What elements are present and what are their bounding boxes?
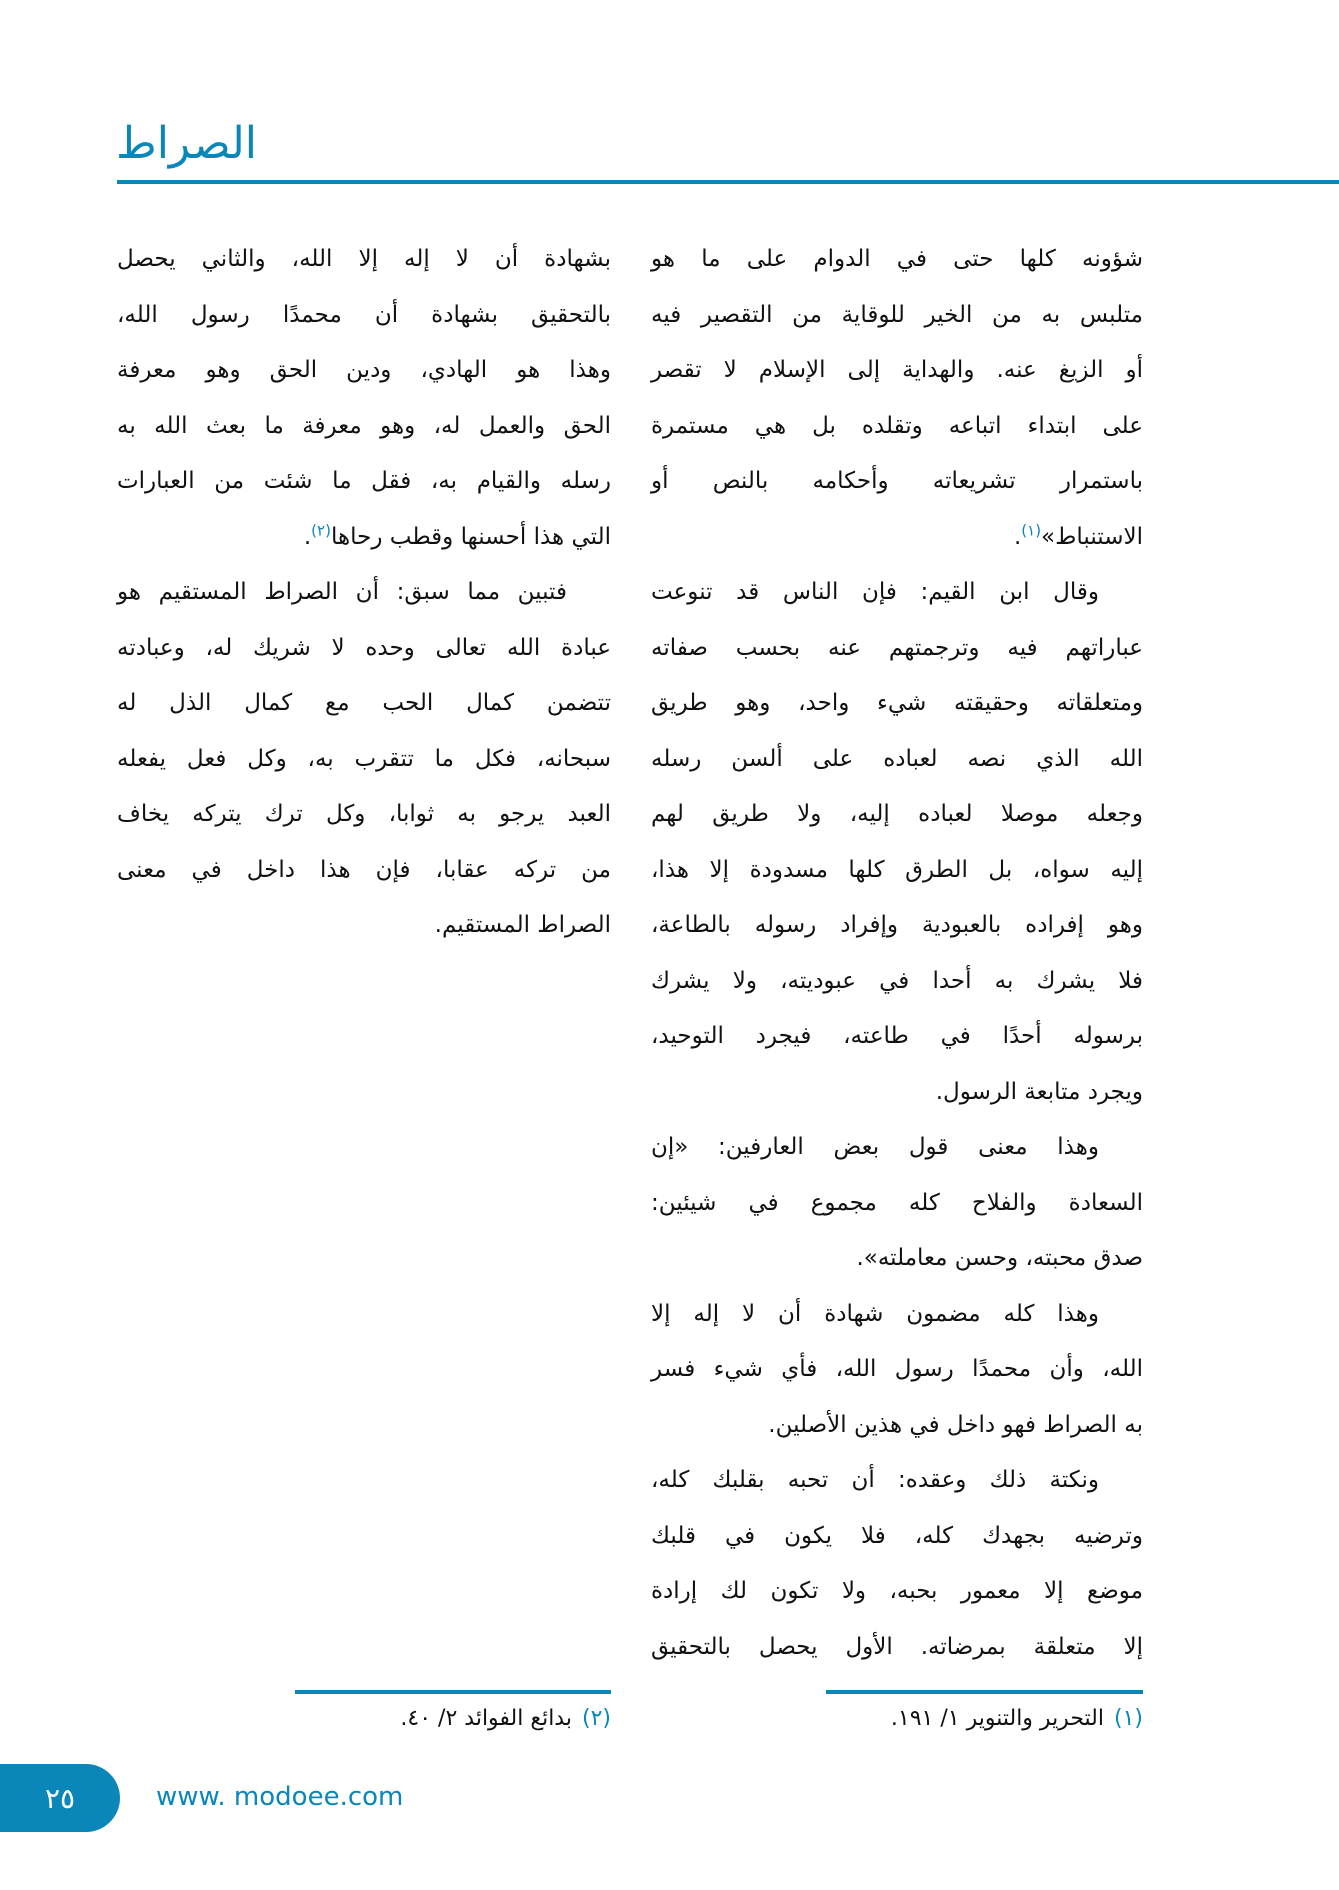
text-line — [651, 1231, 1143, 1287]
line-text: رسله والقيام به، فقل ما شئت من العبارات — [117, 468, 611, 494]
line-text: برسوله أحدًا في طاعته، فيجرد التوحيد، — [651, 1023, 1143, 1049]
text-line — [651, 288, 1143, 344]
line-text: السعادة والفلاح كله مجموع في شيئين: — [651, 1189, 1143, 1216]
line-text: وهو إفراده بالعبودية وإفراد رسوله بالطاعة، — [651, 912, 1143, 938]
text-line — [651, 510, 1143, 566]
text-line — [117, 732, 611, 788]
line-text: سبحانه، فكل ما تتقرب به، وكل فعل يفعله — [117, 745, 611, 772]
line-text: الصراط المستقيم. — [434, 912, 611, 938]
line-text: وقال ابن القيم: فإن الناس قد تنوعت — [651, 579, 1099, 605]
text-line — [117, 510, 611, 566]
line-text: ونكتة ذلك وعقده: أن تحبه بقلبك كله، — [651, 1467, 1099, 1493]
line-text: الاستنباط» — [1041, 523, 1143, 550]
text-line — [651, 621, 1143, 677]
line-text: وهذا هو الهادي، ودين الحق وهو معرفة — [117, 357, 611, 383]
footnote-2 — [400, 1706, 611, 1731]
text-line — [651, 732, 1143, 788]
text-line — [117, 232, 611, 288]
line-text: صدق محبته، وحسن معاملته». — [856, 1245, 1143, 1271]
line-text: فتبين مما سبق: أن الصراط المستقيم هو — [117, 579, 567, 605]
text-line — [117, 676, 611, 732]
footnote-reference[interactable]: (٢) — [311, 520, 331, 539]
line-text: على ابتداء اتباعه وتقلده بل هي مستمرة — [651, 412, 1143, 439]
line-punctuation: . — [303, 523, 312, 550]
text-line — [117, 454, 611, 510]
text-line — [117, 621, 611, 677]
footnote-1 — [891, 1706, 1143, 1731]
line-text: موضع إلا معمور بحبه، ولا تكون لك إرادة — [651, 1578, 1143, 1604]
text-line — [651, 1398, 1143, 1454]
text-line — [651, 1287, 1143, 1343]
line-text: به الصراط فهو داخل في هذين الأصلين. — [768, 1411, 1143, 1438]
line-text: تتضمن كمال الحب مع كمال الذل له — [117, 690, 611, 716]
line-text: متلبس به من الخير للوقاية من التقصير فيه — [651, 301, 1143, 328]
text-line — [651, 954, 1143, 1010]
page-number-badge: ٢٥ — [0, 1764, 120, 1832]
line-text: إلا متعلقة بمرضاته. الأول يحصل بالتحقيق — [651, 1633, 1143, 1660]
text-line — [651, 343, 1143, 399]
line-text: شؤونه كلها حتى في الدوام على ما هو — [651, 246, 1143, 272]
text-line — [651, 898, 1143, 954]
text-line — [117, 787, 611, 843]
right-text-column — [651, 232, 1143, 1675]
footnote-divider-right — [826, 1690, 1143, 1694]
footnote-divider-left — [295, 1690, 611, 1694]
text-line — [651, 1509, 1143, 1565]
line-text: بشهادة أن لا إله إلا الله، والثاني يحصل — [117, 246, 611, 272]
text-line — [651, 1065, 1143, 1121]
text-line — [117, 565, 611, 621]
line-text: الله، وأن محمدًا رسول الله، فأي شيء فسر — [651, 1356, 1143, 1382]
line-text: باستمرار تشريعاته وأحكامه بالنص أو — [651, 468, 1143, 494]
line-text: وجعله موصلا لعباده إليه، ولا طريق لهم — [651, 801, 1143, 827]
line-text: عباراتهم فيه وترجمتهم عنه بحسب صفاته — [651, 634, 1143, 661]
line-text: فلا يشرك به أحدا في عبوديته، ولا يشرك — [651, 967, 1143, 994]
footnote-number: (١) — [1113, 1706, 1143, 1731]
text-line — [651, 843, 1143, 899]
line-punctuation: . — [1013, 523, 1022, 550]
text-line — [651, 1120, 1143, 1176]
text-line — [651, 565, 1143, 621]
line-text: إليه سواه، بل الطرق كلها مسدودة إلا هذا، — [651, 856, 1143, 883]
text-line — [651, 1342, 1143, 1398]
text-line — [651, 1009, 1143, 1065]
text-line — [651, 399, 1143, 455]
line-text: وهذا معنى قول بعض العارفين: «إن — [651, 1134, 1099, 1160]
text-line — [651, 1564, 1143, 1620]
text-line — [117, 399, 611, 455]
text-line — [651, 454, 1143, 510]
line-text: الحق والعمل له، وهو معرفة ما بعث الله به — [117, 412, 611, 439]
text-line — [117, 843, 611, 899]
page-header-title: الصراط — [116, 118, 257, 169]
line-text: أو الزيغ عنه. والهداية إلى الإسلام لا تقصر — [651, 357, 1143, 383]
line-text: الله الذي نصه لعباده على ألسن رسله — [651, 745, 1143, 772]
text-line — [651, 1453, 1143, 1509]
line-text: ومتعلقاته وحقيقته شيء واحد، وهو طريق — [651, 690, 1143, 716]
footnote-text: بدائع الفوائد ٢/ ٤٠. — [400, 1706, 572, 1731]
line-text: وهذا كله مضمون شهادة أن لا إله إلا — [651, 1300, 1099, 1327]
line-text: العبد يرجو به ثوابا، وكل ترك يتركه يخاف — [117, 801, 611, 827]
text-line — [117, 898, 611, 954]
header-divider — [117, 180, 1339, 184]
line-text: من تركه عقابا، فإن هذا داخل في معنى — [117, 856, 611, 883]
footnote-text: التحرير والتنوير ١/ ١٩١. — [890, 1706, 1104, 1731]
text-line — [117, 288, 611, 344]
text-line — [651, 1176, 1143, 1232]
text-line — [651, 787, 1143, 843]
website-link[interactable]: www. modoee.com — [156, 1782, 404, 1812]
left-text-column — [117, 232, 611, 954]
line-text: التي هذا أحسنها وقطب رحاها — [330, 523, 611, 550]
line-text: عبادة الله تعالى وحده لا شريك له، وعبادته — [117, 634, 611, 661]
text-line — [651, 1620, 1143, 1676]
text-line — [651, 232, 1143, 288]
line-text: وترضيه بجهدك كله، فلا يكون في قلبك — [651, 1522, 1143, 1549]
line-text: ويجرد متابعة الرسول. — [935, 1078, 1143, 1105]
text-line — [117, 343, 611, 399]
footnote-number: (٢) — [581, 1706, 611, 1731]
text-line — [651, 676, 1143, 732]
footnote-reference[interactable]: (١) — [1021, 520, 1042, 539]
line-text: بالتحقيق بشهادة أن محمدًا رسول الله، — [117, 301, 611, 328]
